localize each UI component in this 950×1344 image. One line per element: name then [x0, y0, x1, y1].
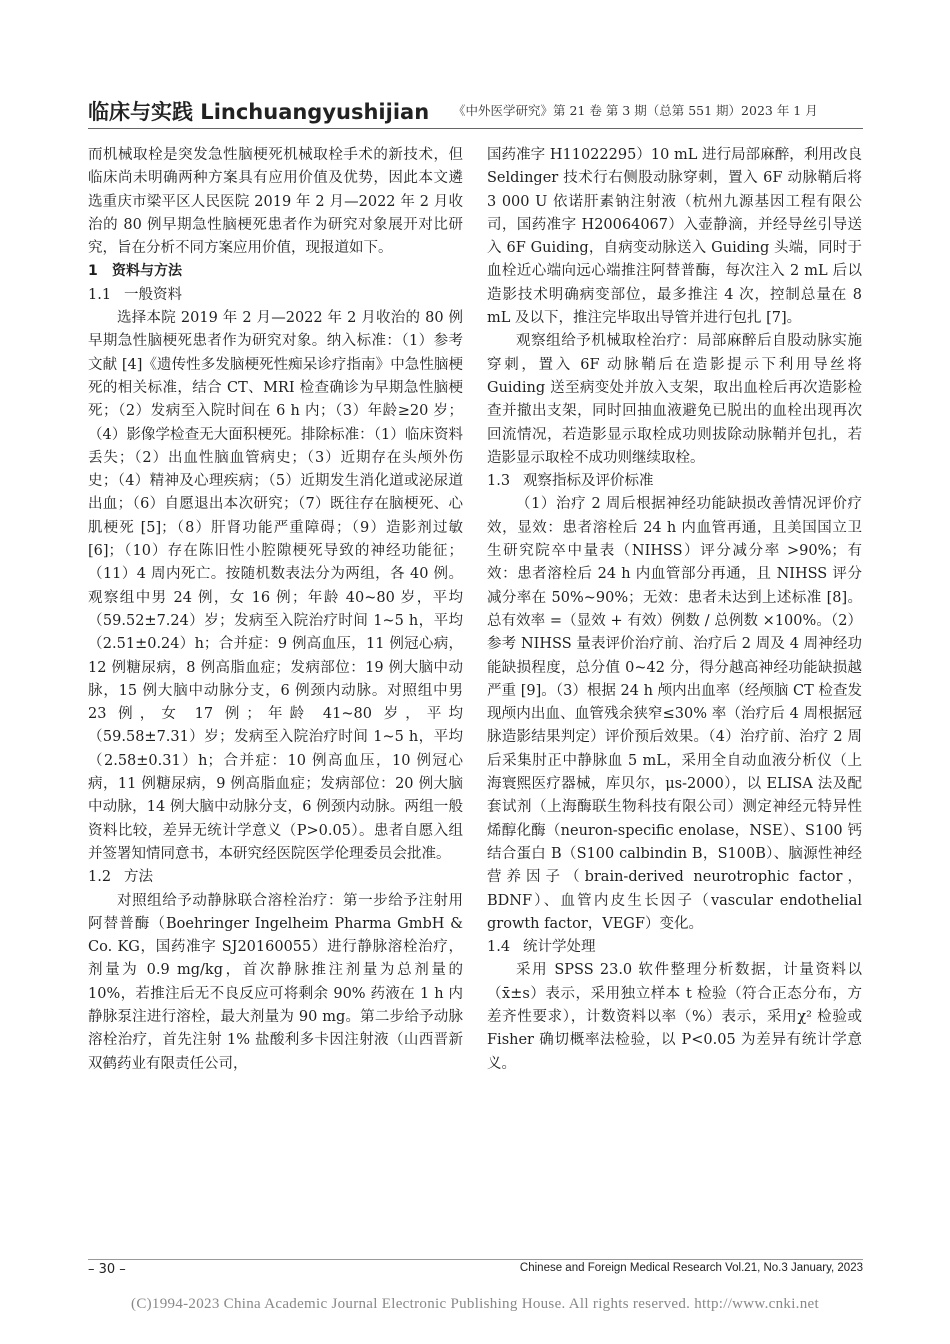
- journal-citation: 《中外医学研究》第 21 卷 第 3 期（总第 551 期）2023 年 1 月: [453, 103, 818, 118]
- copyright-notice: (C)1994-2023 China Academic Journal Electronic Publishing House. All rights reserved. http://www.cnki.net: [131, 1296, 819, 1312]
- method-paragraph: 对照组给予动静脉联合溶栓治疗：第一步给予注射用阿替普酶（Boehringer Ingelheim Pharma GmbH & Co. KG，国药准字 SJ20160055）进行静脉溶栓治疗，剂量为 0.9 mg/kg，首次静脉推注剂量为总剂量的 10%，若推注后无不良反应可将剩余 90% 药液在 1 h 内静脉泵注进行溶栓，最大剂量为 90 mg。第二步给予动脉溶栓治疗，首先注射 1% 盐酸利多卡因注射液（山西晋新双鹤药业有限责任公司，: [88, 892, 463, 1072]
- indicators-paragraph: （1）治疗 2 周后根据神经功能缺损改善情况评价疗效，显效：患者溶栓后 24 h 内血管再通，且美国国立卫生研究院卒中量表（NIHSS）评分减分率 >90%；有效：患者溶栓后 24 h 内血管部分再通，且 NIHSS 评分减分率在 50%~90%；无效：患者未达到上述标准 [8]。总有效率 =（显效 + 有效）例数 / 总例数 ×100%。（2）参考 NIHSS 量表评价治疗前、治疗后 2 周及 4 周神经功能缺损程度，总分值 0~42 分，得分越高神经功能缺损越严重 [9]。（3）根据 24 h 颅内出血率（经颅脑 CT 检查发现颅内出血、血管残余狭窄≤30% 率（治疗后 4 周根据冠脉造影结果判定）评价预后效果。（4）治疗前、治疗 2 周后采集肘正中静脉血 5 mL，采用全自动血液分析仪（上海寰熙医疗器械，库贝尔，μs-2000），以 ELISA 法及配套试剂（上海酶联生物科技有限公司）测定神经元特异性烯醇化酶（neuron-specific enolase，NSE）、S100 钙结合蛋白 B（S100 calbindin B，S100B）、脑源性神经营养因子（brain-derived neurotrophic factor，BDNF）、血管内皮生长因子（vascular endothelial growth factor，VEGF）变化。: [487, 496, 862, 932]
- page-number: – 30 –: [88, 1262, 126, 1277]
- section-title: 临床与实践 Linchuangyushijian: [88, 100, 430, 124]
- heading-general-data: 1.1 一般资料: [88, 286, 182, 303]
- right-column: [487, 144, 862, 1076]
- heading-statistics: 1.4 统计学处理: [487, 939, 596, 956]
- intro-paragraph: 而机械取栓是突发急性脑梗死机械取栓手术的新技术，但临床尚未明确两种方案具有应用价值及优势，因此本文遴选重庆市梁平区人民医院 2019 年 2 月—2022 年 2 月收治的 80 例早期急性脑梗死患者作为研究对象展开对比研究，旨在分析不同方案应用价值，现报道如下。: [88, 147, 463, 257]
- observation-group-paragraph: 观察组给予机械取栓治疗：局部麻醉后自股动脉实施穿刺，置入 6F 动脉鞘后在造影提示下利用导丝将 Guiding 送至病变处并放入支架，取出血栓后再次造影检查并撤出支架，同时回抽血液避免已脱出的血栓出现再次回流情况，若造影显示取栓成功则拔除动脉鞘并包扎，若造影显示取栓不成功则继续取栓。: [487, 333, 862, 466]
- method-continued-paragraph: 国药准字 H11022295）10 mL 进行局部麻醉，利用改良 Seldinger 技术行右侧股动脉穿刺，置入 6F 动脉鞘后将 3 000 U 依诺肝素钠注射液（杭州九源基因工程有限公司，国药准字 H20064067）入壶静滴，并经导丝引导送入 6F Guiding，自病变动脉送入 Guiding 头端，同时于血栓近心端向远心端推注阿替普酶，每次注入 2 mL 后以造影技术明确病变部位，最多推注 4 次，控制总量在 8 mL 及以下，推注完毕取出导管并进行包扎 [7]。: [487, 147, 862, 327]
- footer-rule: [88, 1259, 863, 1260]
- left-column: [88, 144, 463, 1076]
- heading-indicators: 1.3 观察指标及评价标准: [487, 473, 654, 490]
- heading-materials-methods: 1 资料与方法: [88, 263, 182, 280]
- journal-english-footer: Chinese and Foreign Medical Research Vol.21, No.3 January, 2023: [519, 1262, 863, 1274]
- header-rule: [88, 128, 863, 129]
- running-header: [88, 96, 863, 126]
- general-data-paragraph: 选择本院 2019 年 2 月—2022 年 2 月收治的 80 例早期急性脑梗死患者作为研究对象。纳入标准：（1）参考文献 [4]《遗传性多发脑梗死性痴呆诊疗指南》中急性脑梗死的相关标准，结合 CT、MRI 检查确诊为早期急性脑梗死；（2）发病至入院时间在 6 h 内；（3）年龄≥20 岁；（4）影像学检查无大面积梗死。排除标准：（1）临床资料丢失；（2）出血性脑血管病史；（3）近期存在头颅外伤史；（4）精神及心理疾病；（5）近期发生消化道或泌尿道出血；（6）自愿退出本次研究；（7）既往存在脑梗死、心肌梗死 [5]；（8）肝肾功能严重障碍；（9）造影剂过敏 [6]；（10）存在陈旧性小腔隙梗死导致的神经功能征；（11）4 周内死亡。按随机数表法分为两组，各 40 例。观察组中男 24 例，女 16 例；年龄 40~80 岁，平均（59.52±7.24）岁；发病至入院治疗时间 1~5 h，平均（2.51±0.24）h；合并症：9 例高血压，11 例冠心病，12 例糖尿病，8 例高脂血症；发病部位：19 例大脑中动脉，15 例大脑中动脉分支，6 例颈内动脉。对照组中男 23 例，女 17 例；年龄 41~80 岁，平均（59.58±7.31）岁；发病至入院治疗时间 1~5 h，平均（2.58±0.31）h；合并症：10 例高血压，10 例冠心病，11 例糖尿病，9 例高脂血症；发病部位：20 例大脑中动脉，14 例大脑中动脉分支，6 例颈内动脉。两组一般资料比较，差异无统计学意义（P>0.05）。患者自愿入组并签署知情同意书，本研究经医院医学伦理委员会批准。: [88, 310, 463, 862]
- heading-method: 1.2 方法: [88, 869, 153, 886]
- statistics-paragraph: 采用 SPSS 23.0 软件整理分析数据，计量资料以（x̄±s）表示，采用独立样本 t 检验（符合正态分布，方差齐性要求），计数资料以率（%）表示，采用χ² 检验或 Fisher 确切概率法检验，以 P<0.05 为差异有统计学意义。: [487, 962, 862, 1072]
